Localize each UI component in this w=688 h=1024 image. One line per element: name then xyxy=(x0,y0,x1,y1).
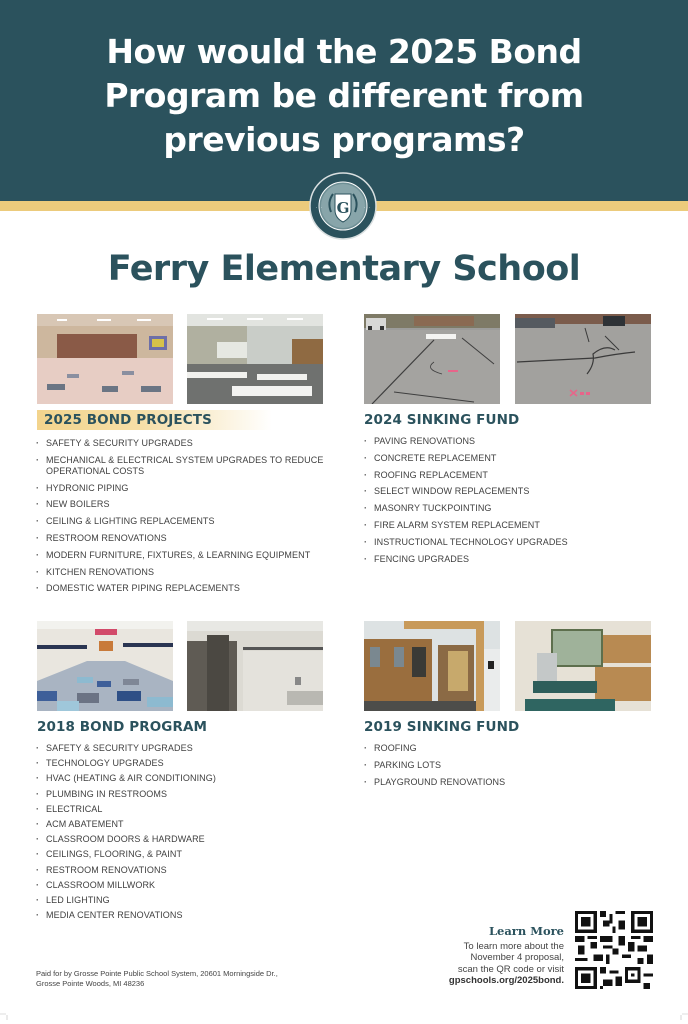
section-title-2018-bond: 2018 BOND PROGRAM xyxy=(37,719,208,735)
restroom-photo xyxy=(187,621,323,711)
qr-code-icon[interactable] xyxy=(575,911,653,989)
entry-doors-photo xyxy=(364,621,500,711)
list-item: · TECHNOLOGY UPGRADES xyxy=(36,758,336,769)
list-item: · DOMESTIC WATER PIPING REPLACEMENTS xyxy=(36,583,336,594)
list-item: · HYDRONIC PIPING xyxy=(36,483,336,494)
section-title-text: 2025 BOND PROJECTS xyxy=(37,410,272,430)
list-item: · RESTROOM RENOVATIONS xyxy=(36,865,336,876)
disclaimer-line: Grosse Pointe Woods, MI 48236 xyxy=(36,979,145,988)
crop-mark-icon xyxy=(680,1012,688,1020)
school-name: Ferry Elementary School xyxy=(107,249,581,289)
list-item: · CEILINGS, FLOORING, & PAINT xyxy=(36,849,336,860)
learn-more-line: November 4 proposal, xyxy=(470,952,564,964)
list-item: · RESTROOM RENOVATIONS xyxy=(36,533,336,544)
list-item: · ROOFING xyxy=(364,743,664,754)
title-line: How would the 2025 Bond xyxy=(106,32,582,71)
list-2025-bond-projects xyxy=(36,438,336,600)
list-2019-sinking-fund xyxy=(364,743,664,793)
list-item: · MEDIA CENTER RENOVATIONS xyxy=(36,910,336,921)
paid-for-disclaimer xyxy=(36,969,278,989)
list-item: · INSTRUCTIONAL TECHNOLOGY UPGRADES xyxy=(364,537,664,548)
page-title xyxy=(0,30,688,162)
disclaimer-line: Paid for by Grosse Pointe Public School System, 20601 Morningside Dr., xyxy=(36,969,278,978)
list-item: · PARKING LOTS xyxy=(364,760,664,771)
list-item: · PLUMBING IN RESTROOMS xyxy=(36,789,336,800)
health-room-photo xyxy=(515,621,651,711)
parking-lot-photo xyxy=(364,314,500,404)
learn-more-line: To learn more about the xyxy=(463,941,564,952)
header-banner xyxy=(0,0,688,201)
svg-text:· · ·: · · · xyxy=(316,205,323,210)
learn-more-text xyxy=(449,941,564,987)
title-line: Program be different from xyxy=(104,76,584,115)
section-title-2019-sinking: 2019 SINKING FUND xyxy=(364,719,520,735)
list-item: · SELECT WINDOW REPLACEMENTS xyxy=(364,486,664,497)
list-item: · ROOFING REPLACEMENT xyxy=(364,470,664,481)
list-item: · CLASSROOM MILLWORK xyxy=(36,880,336,891)
list-item: · CEILING & LIGHTING REPLACEMENTS xyxy=(36,516,336,527)
crop-mark-icon xyxy=(0,1012,8,1020)
learn-more-url-link[interactable]: gpschools.org/2025bond. xyxy=(448,975,564,987)
list-item: · CONCRETE REPLACEMENT xyxy=(364,453,664,464)
list-item: · LED LIGHTING xyxy=(36,895,336,906)
list-item: · FIRE ALARM SYSTEM REPLACEMENT xyxy=(364,520,664,531)
section-title-2024-sinking: 2024 SINKING FUND xyxy=(364,412,520,428)
svg-text:· · ·: · · · xyxy=(364,205,371,210)
gymnasium-photo xyxy=(37,314,173,404)
hallway-photo xyxy=(37,621,173,711)
list-item: · MODERN FURNITURE, FIXTURES, & LEARNING EQUIPMENT xyxy=(36,550,336,561)
learn-more-title: Learn More xyxy=(488,924,564,938)
list-item: · HVAC (HEATING & AIR CONDITIONING) xyxy=(36,773,336,784)
list-item: · PAVING RENOVATIONS xyxy=(364,436,664,447)
list-2018-bond-program xyxy=(36,743,336,925)
list-2024-sinking-fund xyxy=(364,436,664,570)
learn-more-line: scan the QR code or visit xyxy=(457,963,564,975)
list-item: · NEW BOILERS xyxy=(36,499,336,510)
list-item: · ACM ABATEMENT xyxy=(36,819,336,830)
list-item: · SAFETY & SECURITY UPGRADES xyxy=(36,743,336,754)
list-item: · MASONRY TUCKPOINTING xyxy=(364,503,664,514)
list-item: · MECHANICAL & ELECTRICAL SYSTEM UPGRADES TO REDUCE OPERATIONAL COSTS xyxy=(36,455,336,477)
list-item: · SAFETY & SECURITY UPGRADES xyxy=(36,438,336,449)
list-item: · CLASSROOM DOORS & HARDWARE xyxy=(36,834,336,845)
title-line: previous programs? xyxy=(163,120,525,159)
list-item: · FENCING UPGRADES xyxy=(364,554,664,565)
section-title-2025-bond xyxy=(37,412,272,428)
cracked-pavement-photo xyxy=(515,314,651,404)
list-item: · ELECTRICAL xyxy=(36,804,336,815)
grosse-pointe-crest-icon xyxy=(309,172,377,240)
learn-more-block xyxy=(449,924,564,987)
svg-text:G: G xyxy=(336,199,350,217)
media-center-photo xyxy=(187,314,323,404)
list-item: · KITCHEN RENOVATIONS xyxy=(36,567,336,578)
list-item: · PLAYGROUND RENOVATIONS xyxy=(364,777,664,788)
